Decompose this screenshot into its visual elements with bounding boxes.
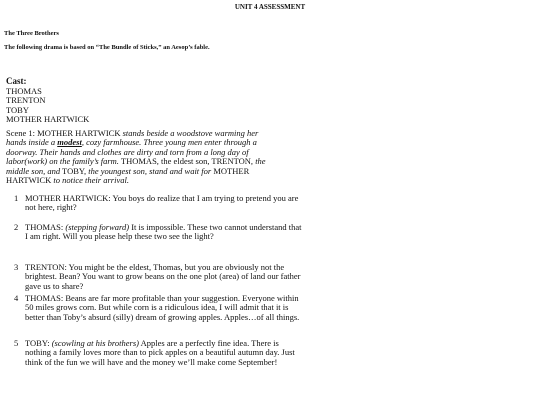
line-text	[25, 294, 304, 322]
dialogue-text: You boys do realize that I am trying to pretend you are not here, right?	[25, 193, 299, 213]
cast-member: TRENTON	[6, 95, 46, 106]
scene-direction: stands beside a woodstove warming her hands inside a	[6, 128, 259, 148]
scene-direction: to notice their arrival.	[53, 175, 129, 186]
dialogue-line	[14, 223, 304, 242]
speaker-name: TRENTON:	[25, 262, 67, 272]
scene-text: Scene 1: MOTHER HARTWICK	[6, 128, 123, 138]
line-number: 1	[14, 193, 19, 203]
line-number: 3	[14, 262, 19, 272]
line-text	[25, 339, 304, 367]
scene-direction: the middle son, and	[6, 156, 266, 176]
scene-text: THOMAS, the eldest son, TRENTON,	[118, 156, 256, 167]
story-intro: The following drama is based on “The Bundle of Sticks,” an Aesop’s fable.	[4, 44, 210, 51]
dialogue-line	[14, 194, 304, 213]
stage-direction: (scowling at his brothers)	[51, 338, 139, 348]
vocabulary-word: modest	[57, 137, 82, 148]
line-text	[25, 263, 304, 291]
dialogue-line	[14, 339, 304, 367]
cast-member: THOMAS	[6, 85, 42, 96]
scene-direction: , cozy farmhouse. Three young men enter through a doorway. Their hands and clothes are dirty and torn from a long day of labor(work) on the family’s farm.	[6, 137, 257, 167]
scene-description	[6, 129, 276, 185]
speaker-name: THOMAS:	[25, 293, 64, 303]
cast-member: TOBY	[6, 104, 29, 115]
scene-text: TOBY,	[60, 165, 89, 176]
speaker-name: TOBY:	[25, 338, 50, 348]
line-text	[25, 194, 304, 213]
scene-direction: the youngest son, stand and wait for	[88, 165, 212, 176]
dialogue-text: You might be the eldest, Thomas, but you are obviously not the brightest. Bean? You want to grow beans on the one plot (area) of land our father gave us to share?	[25, 262, 301, 291]
line-number: 5	[14, 338, 19, 348]
story-title: The Three Brothers	[4, 30, 59, 37]
dialogue-line	[14, 263, 304, 291]
cast-member: MOTHER HARTWICK	[6, 114, 90, 125]
cast-list	[6, 77, 89, 125]
line-number: 4	[14, 293, 19, 303]
stage-direction: (stepping forward)	[65, 222, 130, 232]
dialogue-line	[14, 294, 304, 322]
line-number: 2	[14, 222, 19, 232]
dialogue-text: It is impossible. These two cannot understand that I am right. Will you please help these two see the light?	[25, 222, 302, 242]
dialogue-text: Apples are a perfectly fine idea. There is nothing a family loves more than to pick apples on a beautiful autumn day. Just think of the fun we will have and the money we’ll make come September!	[25, 338, 295, 367]
dialogue-text: Beans are far more profitable than your suggestion. Everyone within 50 miles grows corn. But while corn is a ridiculous idea, I will admit that it is better than Toby’s absurd (silly) dream of growing apples. Apples…of all things.	[25, 293, 300, 322]
scene-text: MOTHER HARTWICK	[6, 165, 250, 186]
speaker-name: MOTHER HARTWICK:	[25, 193, 111, 203]
speaker-name: THOMAS:	[25, 222, 64, 232]
line-text	[25, 223, 304, 242]
cast-heading: Cast:	[6, 76, 27, 86]
unit-title: UNIT 4 ASSESSMENT	[234, 3, 306, 11]
